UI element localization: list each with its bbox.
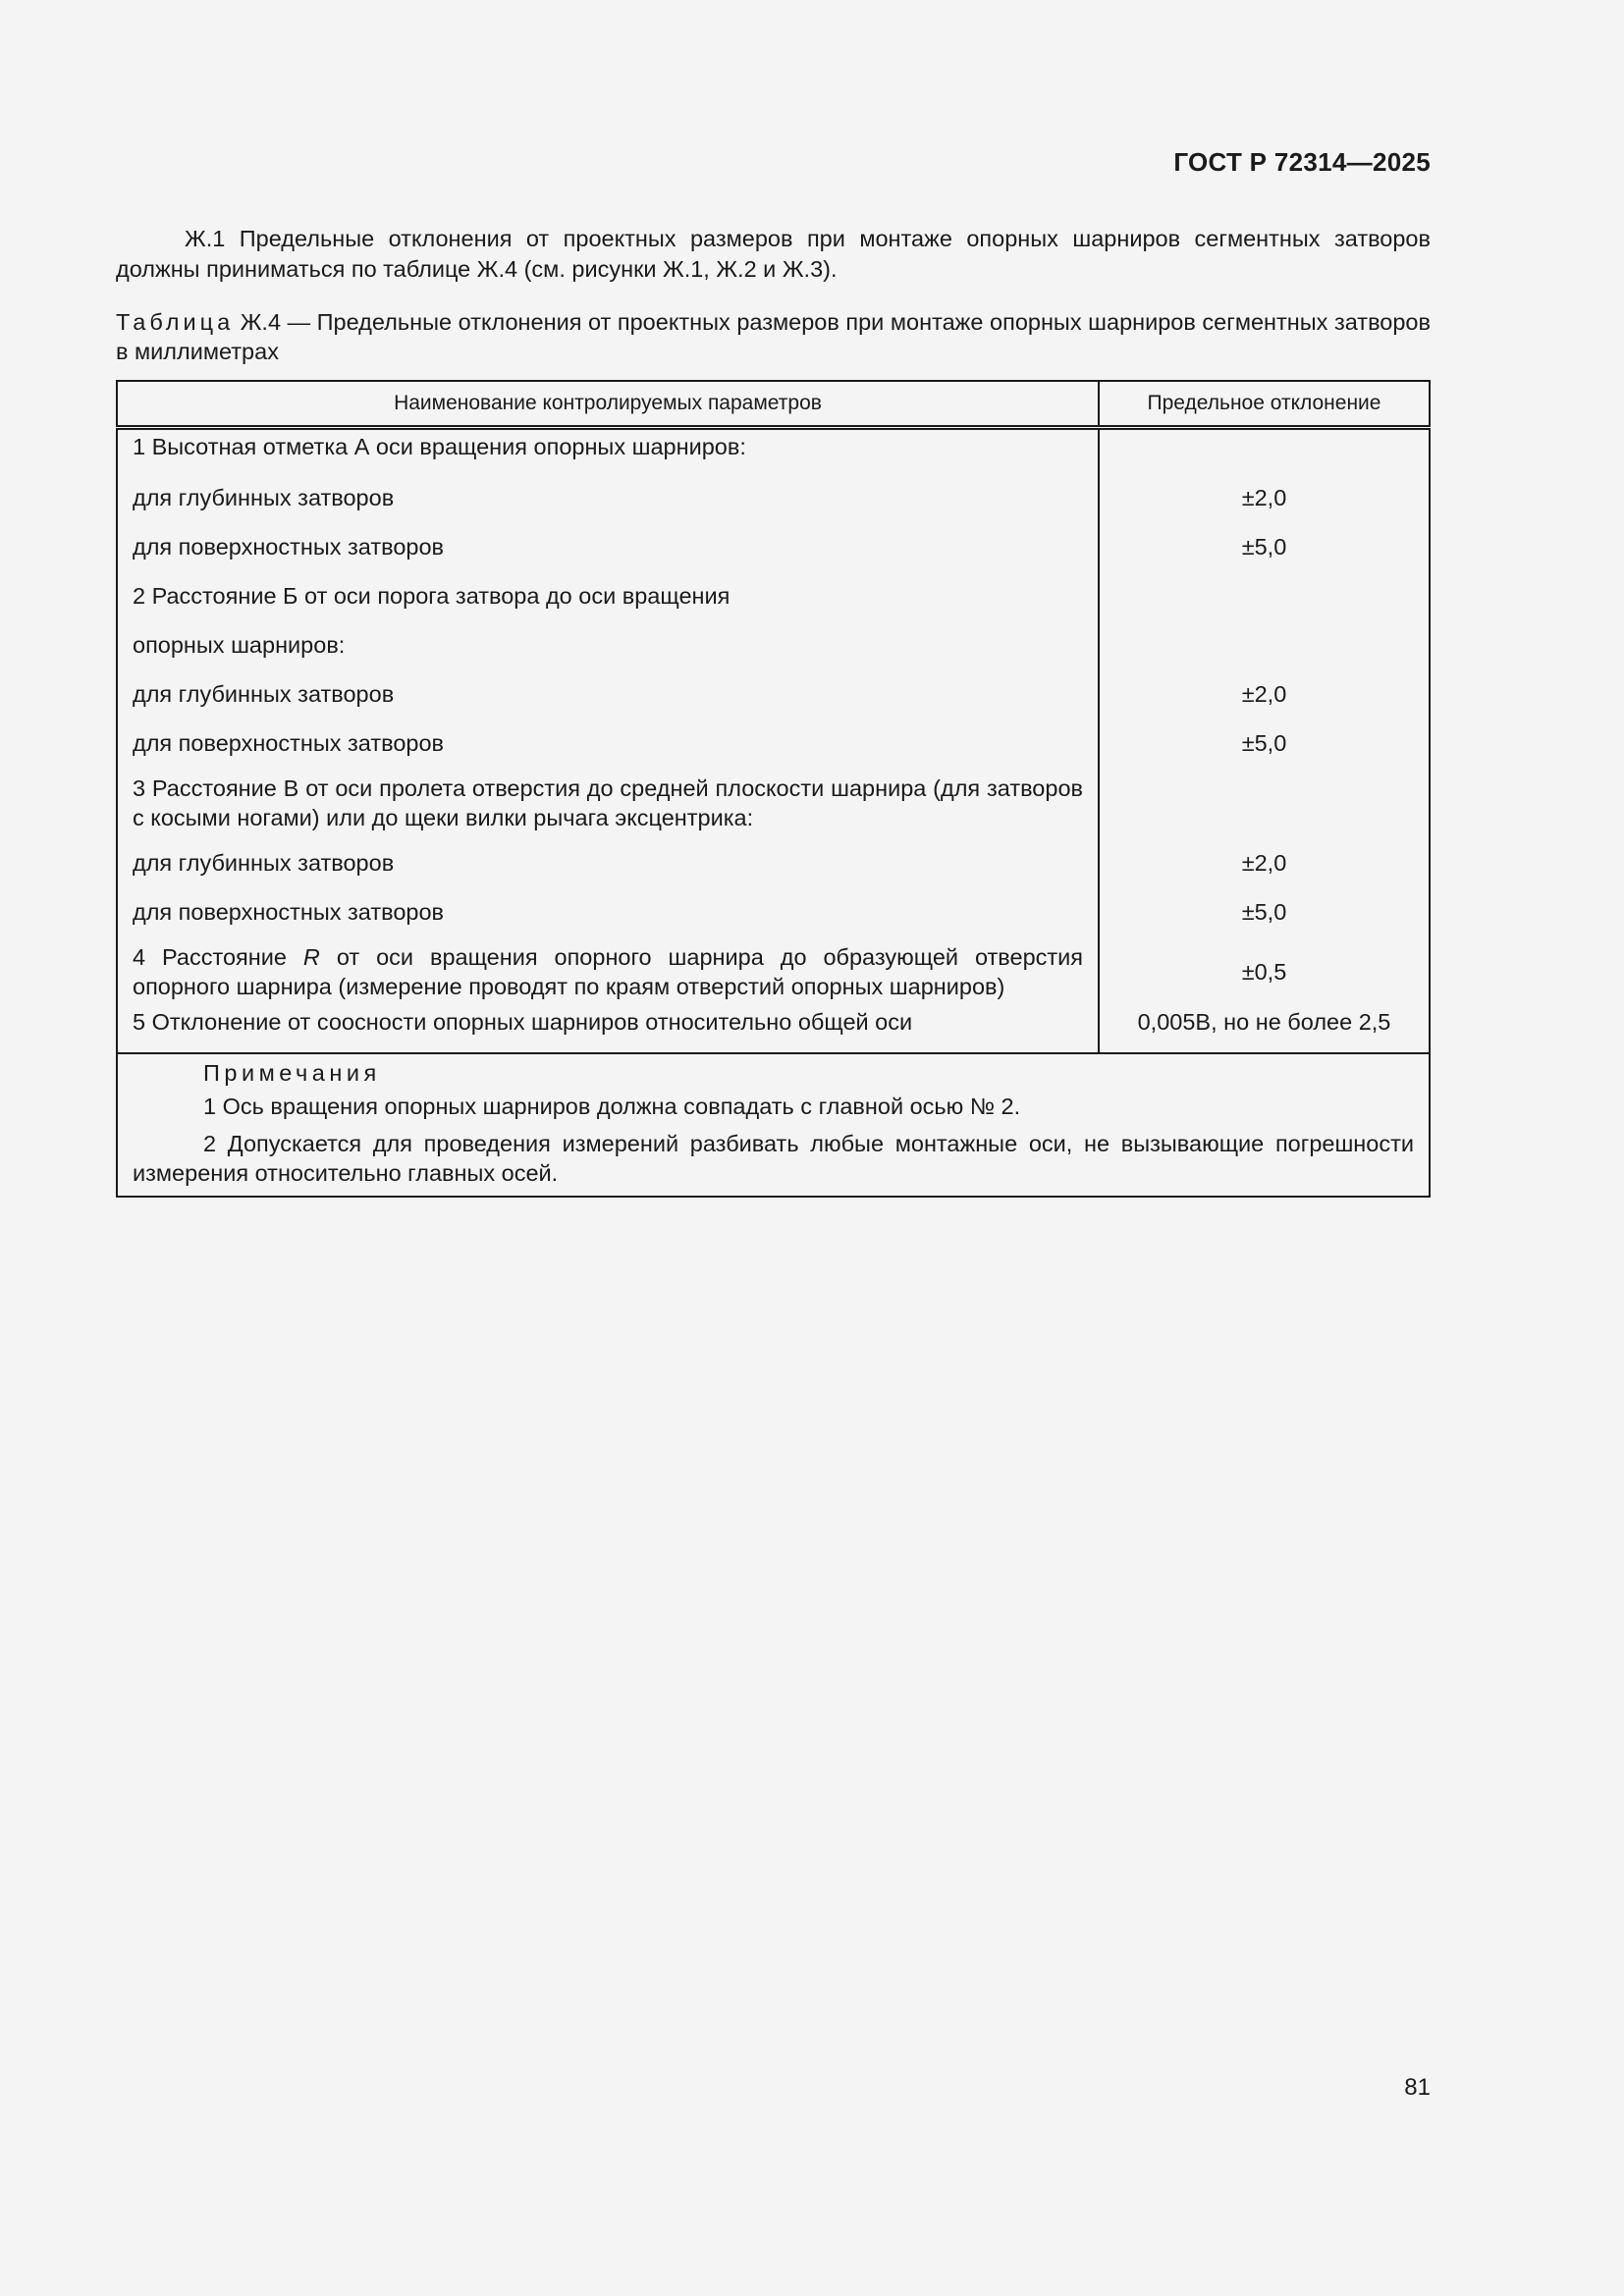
table-caption-label: Таблица [116, 309, 235, 335]
parameter-cell: опорных шарниров: [117, 620, 1099, 669]
parameter-cell: 3 Расстояние В от оси пролета отверстия до средней плоскости шарнира (для затворов с косыми ногами) или до щеки вилки рычага эксцентрика: [117, 768, 1099, 838]
table-row [117, 669, 1430, 719]
deviation-cell: ±0,5 [1099, 936, 1430, 1007]
deviation-cell: ±2,0 [1099, 838, 1430, 887]
deviation-cell [1099, 620, 1430, 669]
table-row [117, 887, 1430, 936]
table-row [117, 620, 1430, 669]
parameter-cell: 1 Высотная отметка А оси вращения опорных шарниров: [117, 428, 1099, 474]
parameter-cell: для глубинных затворов [117, 669, 1099, 719]
deviations-table [116, 380, 1431, 1198]
notes-cell [117, 1053, 1430, 1197]
parameter-cell: для поверхностных затворов [117, 719, 1099, 768]
table-row [117, 428, 1430, 474]
page-number: 81 [1404, 2074, 1431, 2101]
table-row [117, 571, 1430, 620]
table-row [117, 936, 1430, 1007]
parameter-cell: 2 Расстояние Б от оси порога затвора до оси вращения [117, 571, 1099, 620]
deviation-cell [1099, 428, 1430, 474]
notes-title: Примечания [203, 1060, 381, 1086]
deviation-cell [1099, 571, 1430, 620]
parameter-text-suffix: от оси вращения опорного шарнира до образующей отверстия опорного шарнира (измерение проводят по краям отверстий опорных шарниров) [133, 944, 1083, 999]
deviation-cell: ±2,0 [1099, 473, 1430, 522]
deviation-cell: ±5,0 [1099, 719, 1430, 768]
table-caption-text: Ж.4 — Предельные отклонения от проектных размеров при монтаже опорных шарниров сегментных затворов в миллиметрах [116, 309, 1431, 364]
deviation-cell: ±5,0 [1099, 522, 1430, 571]
table-caption [116, 307, 1431, 366]
table-row [117, 838, 1430, 887]
parameter-symbol-r: R [302, 944, 320, 970]
document-code: ГОСТ Р 72314—2025 [1173, 147, 1431, 177]
table-row [117, 768, 1430, 838]
deviation-cell [1099, 768, 1430, 838]
parameter-cell: для поверхностных затворов [117, 887, 1099, 936]
parameter-text-prefix: 4 Расстояние [133, 944, 303, 970]
column-header-deviation: Предельное отклонение [1099, 381, 1430, 428]
table-row [117, 1007, 1430, 1053]
parameter-cell [117, 936, 1099, 1007]
note-item: 2 Допускается для проведения измерений разбивать любые монтажные оси, не вызывающие погрешности измерения относительно главных осей. [133, 1131, 1414, 1186]
table-row [117, 719, 1430, 768]
table-header-row [117, 381, 1430, 428]
parameter-cell: 5 Отклонение от соосности опорных шарниров относительно общей оси [117, 1007, 1099, 1053]
notes-row [117, 1053, 1430, 1197]
table-row [117, 522, 1430, 571]
parameter-cell: для поверхностных затворов [117, 522, 1099, 571]
deviation-cell: 0,005В, но не более 2,5 [1099, 1007, 1430, 1053]
column-header-parameter: Наименование контролируемых параметров [117, 381, 1099, 428]
parameter-cell: для глубинных затворов [117, 838, 1099, 887]
table-row [117, 473, 1430, 522]
note-item: 1 Ось вращения опорных шарниров должна совпадать с главной осью № 2. [203, 1094, 1021, 1119]
deviation-cell: ±2,0 [1099, 669, 1430, 719]
deviation-cell: ±5,0 [1099, 887, 1430, 936]
parameter-cell: для глубинных затворов [117, 473, 1099, 522]
intro-paragraph: Ж.1 Предельные отклонения от проектных размеров при монтаже опорных шарниров сегментных затворов должны приниматься по таблице Ж.4 (см. рисунки Ж.1, Ж.2 и Ж.3). [116, 226, 1431, 282]
